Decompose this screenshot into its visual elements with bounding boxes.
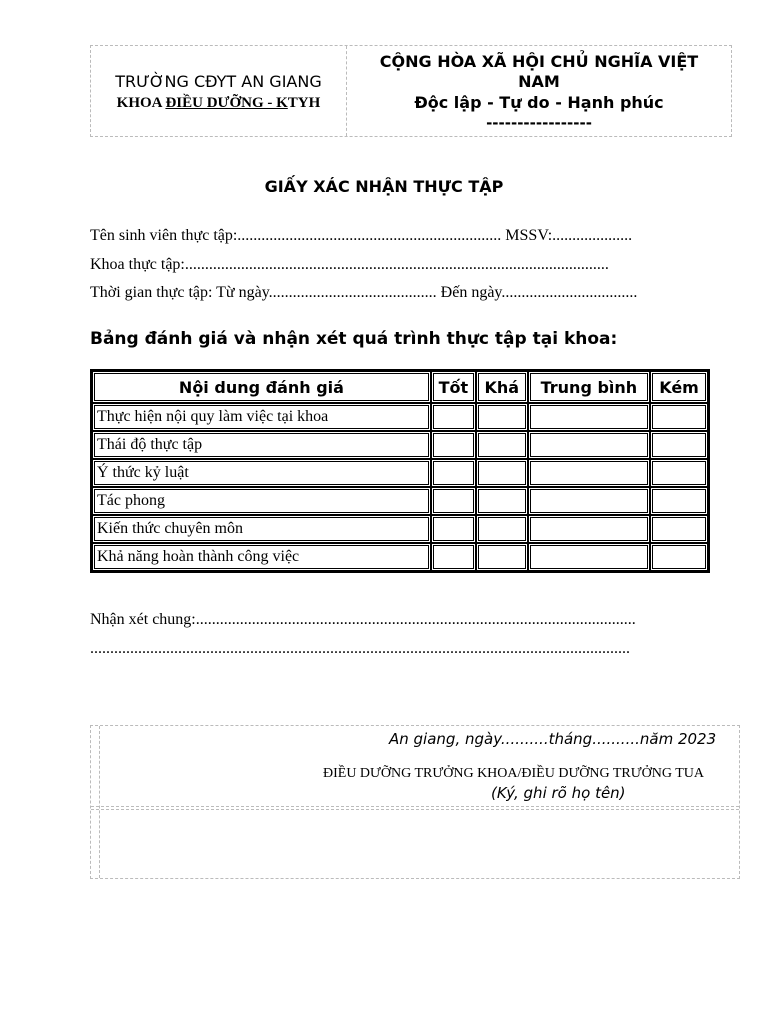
rating-cell-good bbox=[431, 515, 476, 543]
national-motto: Độc lập - Tự do - Hạnh phúc bbox=[414, 93, 664, 112]
signature-date-line: An giang, ngày..........tháng..........năm 2023 bbox=[389, 730, 717, 748]
header-criteria: Nội dung đánh giá bbox=[92, 371, 431, 403]
rating-cell-fair bbox=[476, 487, 528, 515]
school-name: TRƯỜNG CĐYT AN GIANG bbox=[115, 72, 322, 91]
rating-cell-poor bbox=[650, 403, 708, 431]
rating-cell-poor bbox=[650, 543, 708, 571]
rating-cell-good bbox=[431, 543, 476, 571]
header-good: Tốt bbox=[431, 371, 476, 403]
evaluation-heading: Bảng đánh giá và nhận xét quá trình thực tập tại khoa: bbox=[90, 329, 618, 349]
criteria-cell: Kiến thức chuyên môn bbox=[92, 515, 431, 543]
rating-cell-fair bbox=[476, 403, 528, 431]
table-row bbox=[92, 459, 708, 487]
rating-cell-poor bbox=[650, 431, 708, 459]
general-comments-field: Nhận xét chung:.............................................................................................................. bbox=[90, 611, 636, 628]
institution-block bbox=[91, 46, 347, 136]
table-row bbox=[92, 543, 708, 571]
signature-note: (Ký, ghi rõ họ tên) bbox=[491, 784, 626, 802]
motto-underline: ----------------- bbox=[486, 114, 592, 132]
criteria-cell: Khả năng hoàn thành công việc bbox=[92, 543, 431, 571]
rating-cell-fair bbox=[476, 459, 528, 487]
criteria-cell: Thực hiện nội quy làm việc tại khoa bbox=[92, 403, 431, 431]
department-suffix: TYH bbox=[287, 95, 321, 111]
criteria-cell: Ý thức kỷ luật bbox=[92, 459, 431, 487]
table-header-row bbox=[92, 371, 708, 403]
header-poor: Kém bbox=[650, 371, 708, 403]
table-row bbox=[92, 487, 708, 515]
evaluation-table bbox=[90, 369, 710, 573]
rating-cell-average bbox=[528, 459, 650, 487]
document-header bbox=[90, 45, 732, 137]
rating-cell-good bbox=[431, 487, 476, 515]
general-comments-continuation: ....................................................................................................................................... bbox=[90, 640, 630, 657]
criteria-cell: Thái độ thực tập bbox=[92, 431, 431, 459]
table-row bbox=[92, 403, 708, 431]
signature-box bbox=[90, 725, 740, 879]
national-motto-block bbox=[347, 46, 731, 136]
table-row bbox=[92, 515, 708, 543]
rating-cell-poor bbox=[650, 459, 708, 487]
department-field: Khoa thực tập:.......................................................................................................... bbox=[90, 256, 609, 273]
rating-cell-average bbox=[528, 515, 650, 543]
national-title: CỘNG HÒA XÃ HỘI CHỦ NGHĨA VIỆT NAM bbox=[379, 52, 699, 91]
signature-box-divider bbox=[91, 806, 739, 807]
department-name bbox=[117, 92, 321, 114]
department-underlined: ĐIỀU DƯỠNG - K bbox=[165, 95, 288, 111]
signature-box-divider bbox=[91, 809, 739, 810]
rating-cell-poor bbox=[650, 515, 708, 543]
table-row bbox=[92, 431, 708, 459]
rating-cell-fair bbox=[476, 431, 528, 459]
criteria-cell: Tác phong bbox=[92, 487, 431, 515]
rating-cell-fair bbox=[476, 515, 528, 543]
rating-cell-good bbox=[431, 459, 476, 487]
period-field: Thời gian thực tập: Từ ngày.......................................... Đến ngày.................................. bbox=[90, 284, 638, 301]
rating-cell-good bbox=[431, 431, 476, 459]
document-title: GIẤY XÁC NHẬN THỰC TẬP bbox=[264, 177, 504, 196]
rating-cell-poor bbox=[650, 487, 708, 515]
department-prefix: KHOA bbox=[116, 95, 166, 111]
signature-box-border bbox=[99, 726, 100, 878]
rating-cell-average bbox=[528, 403, 650, 431]
rating-cell-good bbox=[431, 403, 476, 431]
signature-role: ĐIỀU DƯỠNG TRƯỞNG KHOA/ĐIỀU DƯỠNG TRƯỞNG TUA bbox=[323, 766, 704, 781]
header-average: Trung bình bbox=[528, 371, 650, 403]
student-name-field: Tên sinh viên thực tập:.................................................................. MSSV:.................... bbox=[90, 227, 633, 244]
rating-cell-fair bbox=[476, 543, 528, 571]
header-fair: Khá bbox=[476, 371, 528, 403]
rating-cell-average bbox=[528, 431, 650, 459]
rating-cell-average bbox=[528, 487, 650, 515]
rating-cell-average bbox=[528, 543, 650, 571]
